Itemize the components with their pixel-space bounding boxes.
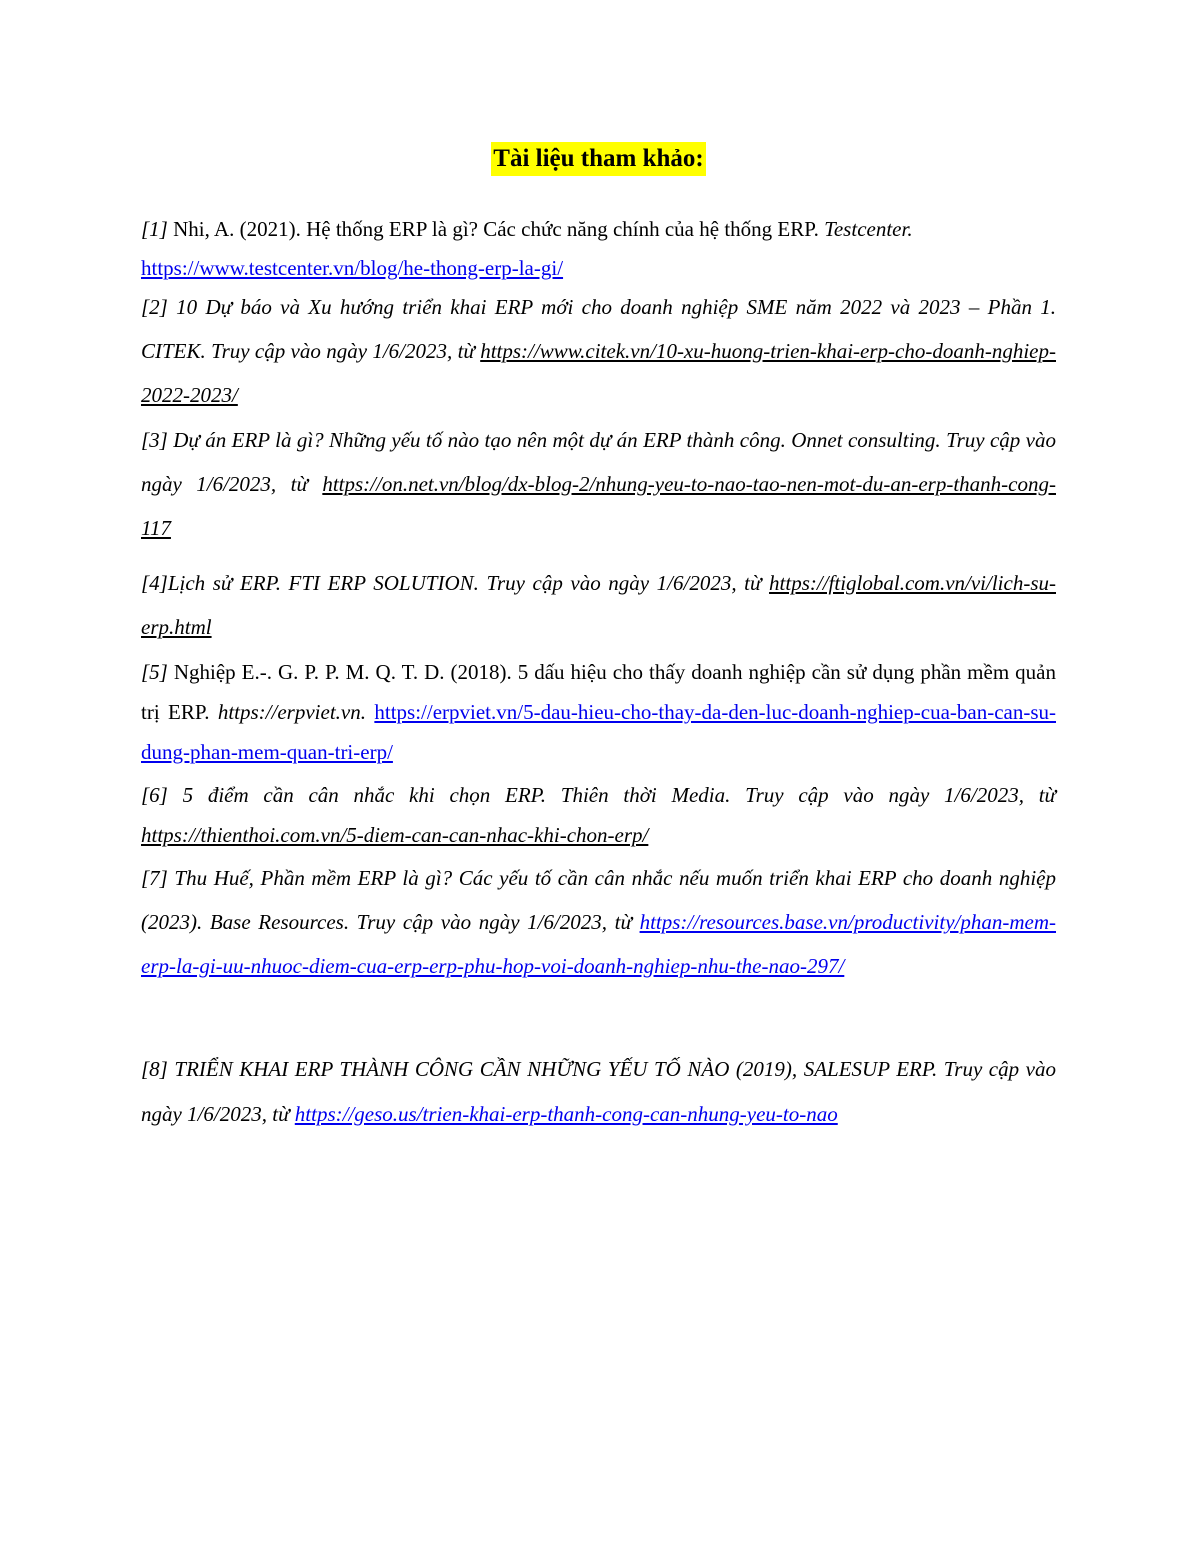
reference-6-text: [6] 5 điểm cần cân nhắc khi chọn ERP. Thiên thời Media. Truy cập vào ngày 1/6/2023, từ xyxy=(141,783,1056,807)
reference-5-number: [5] xyxy=(141,660,168,684)
reference-3-text: [3] Dự án ERP là gì? Những yếu tố nào tạo nên một dự án ERP thành công. Onnet consulting. Truy cập vào ngày 1/6/2023, từ xyxy=(141,428,1056,496)
reference-5 xyxy=(141,652,1056,772)
reference-3-link[interactable]: https://on.net.vn/blog/dx-blog-2/nhung-yeu-to-nao-tao-nen-mot-du-an-erp-thanh-cong-117 xyxy=(141,472,1056,540)
reference-1-link[interactable]: https://www.testcenter.vn/blog/he-thong-erp-la-gi/ xyxy=(141,256,564,280)
reference-4-text: [4]Lịch sử ERP. FTI ERP SOLUTION. Truy cập vào ngày 1/6/2023, từ xyxy=(141,571,770,595)
reference-2-link[interactable]: https://www.citek.vn/10-xu-huong-trien-khai-erp-cho-doanh-nghiep-2022-2023/ xyxy=(141,339,1056,407)
page-title: Tài liệu tham khảo: xyxy=(491,142,705,176)
reference-1-source: Testcenter. xyxy=(824,217,913,241)
reference-6 xyxy=(141,775,1056,855)
title-wrap xyxy=(141,142,1056,176)
reference-7 xyxy=(141,856,1056,988)
reference-8-link[interactable]: https://geso.us/trien-khai-erp-thanh-cong-can-nhung-yeu-to-nao xyxy=(294,1102,838,1126)
reference-5-source: https://erpviet.vn. xyxy=(217,700,366,724)
reference-4-link[interactable]: https://ftiglobal.com.vn/vi/lich-su-erp.html xyxy=(141,571,1056,639)
reference-2-text: [2] 10 Dự báo và Xu hướng triển khai ERP mới cho doanh nghiệp SME năm 2022 và 2023 – Phần 1. CITEK. Truy cập vào ngày 1/6/2023, từ xyxy=(141,295,1056,363)
reference-1-number: [1] xyxy=(141,217,168,241)
reference-4 xyxy=(141,561,1056,649)
reference-5-text: Nghiệp E.-. G. P. P. M. Q. T. D. (2018). 5 dấu hiệu cho thấy doanh nghiệp cần sử dụng phần mềm quản trị ERP. xyxy=(141,660,1056,724)
reference-3 xyxy=(141,418,1056,550)
reference-1-text: Nhi, A. (2021). Hệ thống ERP là gì? Các chức năng chính của hệ thống ERP. xyxy=(167,217,825,241)
reference-8 xyxy=(141,1047,1056,1137)
reference-2 xyxy=(141,285,1056,417)
reference-5-link[interactable]: https://erpviet.vn/5-dau-hieu-cho-thay-da-den-luc-doanh-nghiep-cua-ban-can-su-dung-phan-mem-quan-tri-erp/ xyxy=(141,700,1056,764)
reference-6-link[interactable]: https://thienthoi.com.vn/5-diem-can-can-nhac-khi-chon-erp/ xyxy=(141,823,649,847)
reference-8-text: [8] TRIỂN KHAI ERP THÀNH CÔNG CẦN NHỮNG YẾU TỐ NÀO (2019), SALESUP ERP. Truy cập vào ngày 1/6/2023, từ xyxy=(141,1057,1056,1126)
reference-7-text: [7] Thu Huế, Phần mềm ERP là gì? Các yếu tố cần cân nhắc nếu muốn triển khai ERP cho doanh nghiệp (2023). Base Resources. Truy cập vào ngày 1/6/2023, từ xyxy=(141,866,1056,934)
reference-7-link[interactable]: https://resources.base.vn/productivity/phan-mem-erp-la-gi-uu-nhuoc-diem-cua-erp-erp-phu-hop-voi-doanh-nghiep-nhu-the-nao-297/ xyxy=(141,910,1056,978)
reference-1 xyxy=(141,210,1056,288)
